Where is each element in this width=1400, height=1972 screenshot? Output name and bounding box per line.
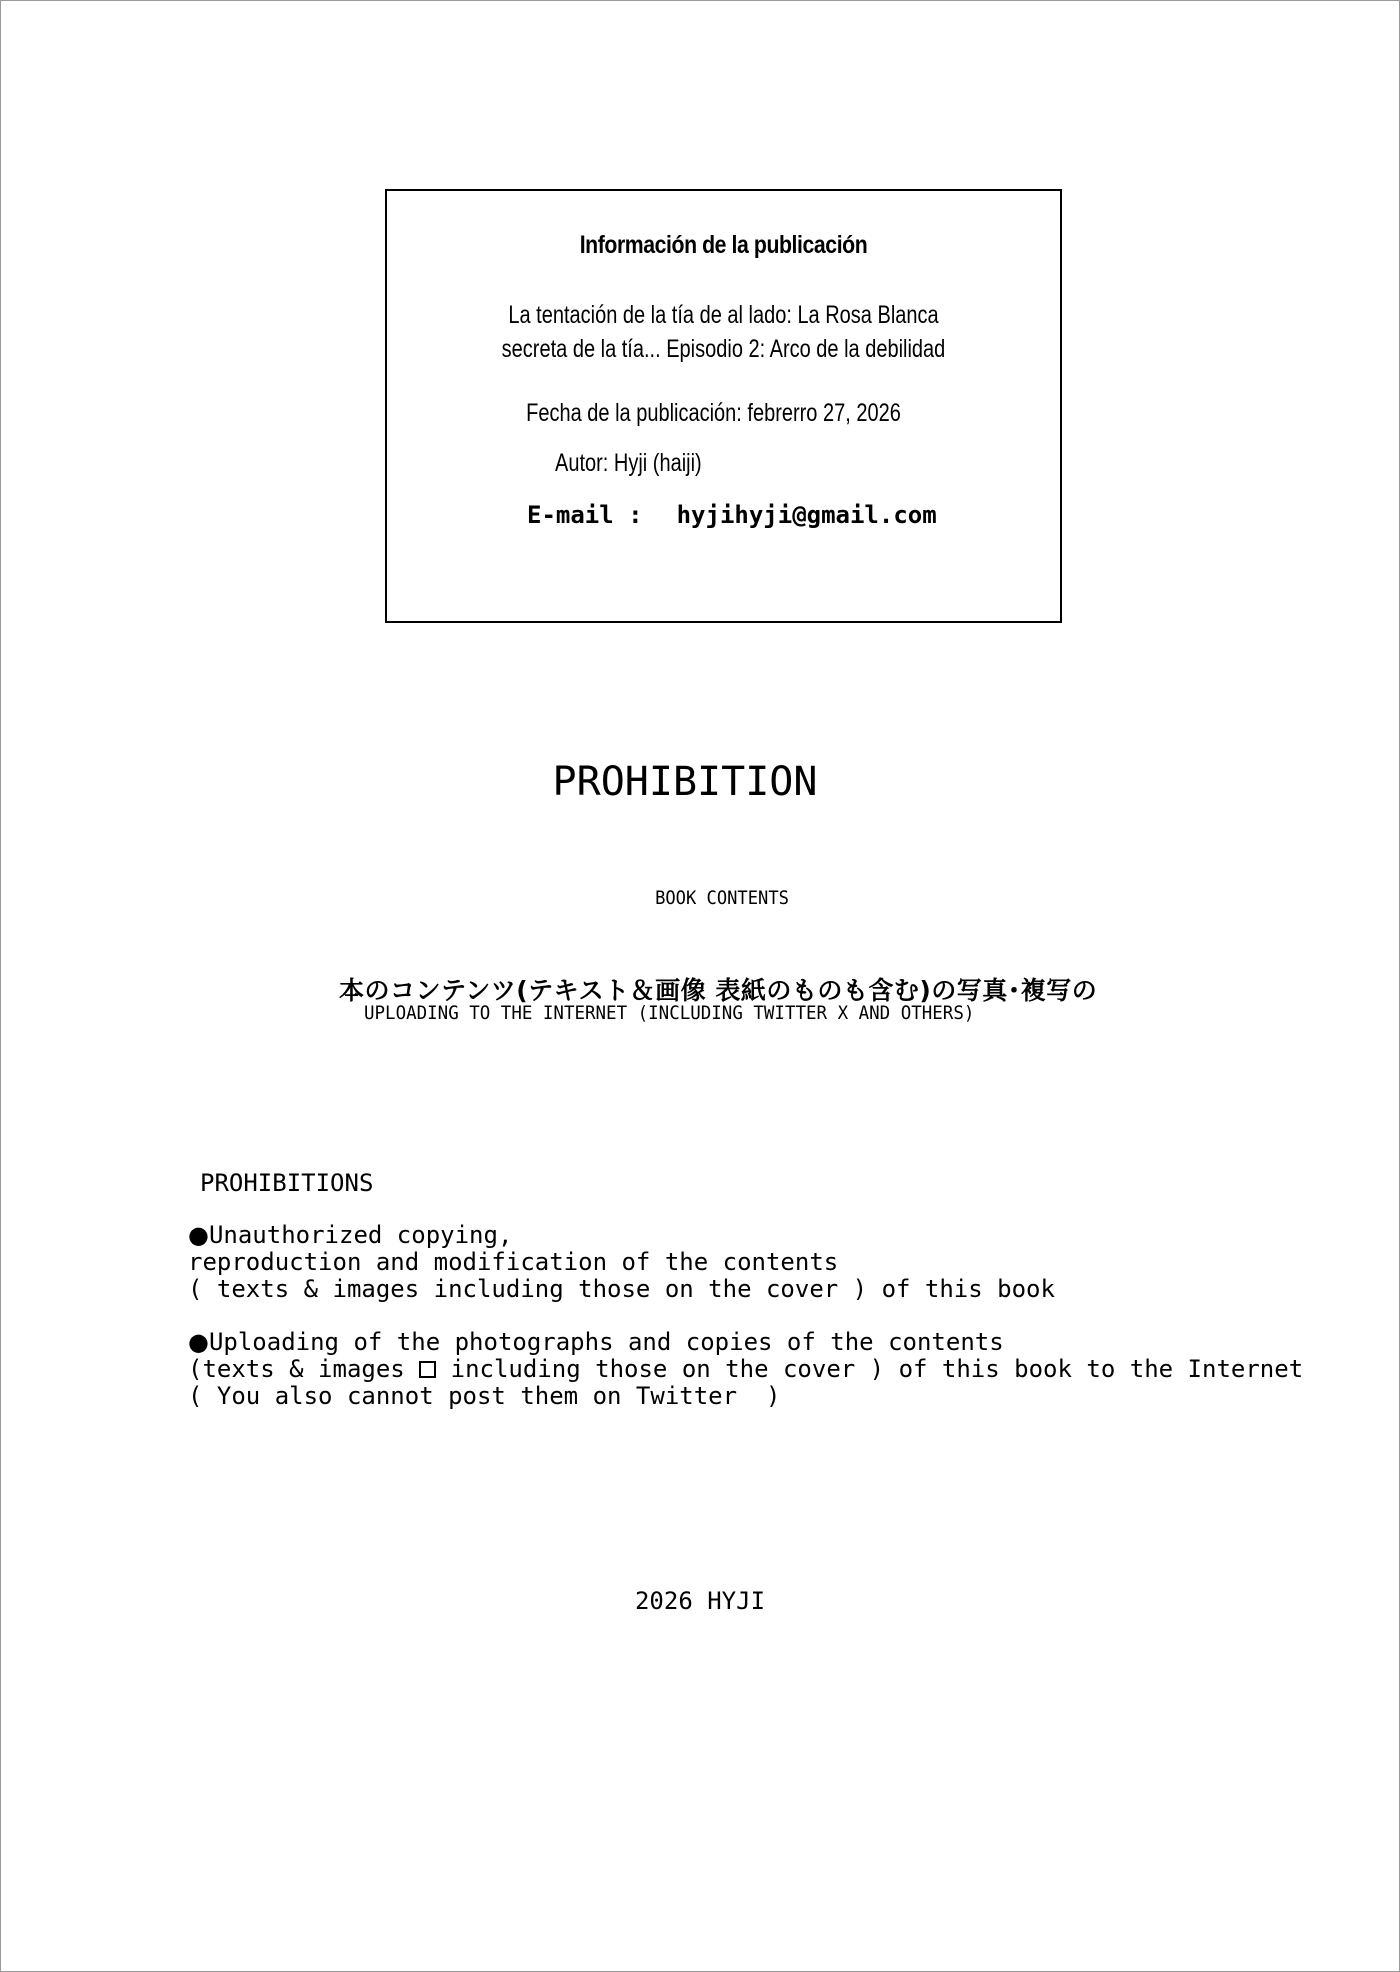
publication-info-box xyxy=(385,189,1062,623)
upload-prohibition-line: UPLOADING TO THE INTERNET (INCLUDING TWITTER X AND OTHERS) xyxy=(364,1002,975,1024)
copyright-footer: 2026 HYJI xyxy=(634,1587,766,1615)
publication-email xyxy=(527,501,937,529)
rule-1-line-1: Unauthorized copying, xyxy=(208,1221,513,1249)
prohibition-heading: PROHIBITION xyxy=(552,759,818,805)
publication-title-line-2: secreta de la tía... Episodio 2: Arco de la debilidad xyxy=(501,335,946,363)
publication-date: Fecha de la publicación: febrerro 27, 2026 xyxy=(526,399,901,427)
rule-2-line-2-end: including those on the cover ) of this book to the Internet xyxy=(436,1355,1304,1383)
bullet-icon: ● xyxy=(188,1328,209,1356)
prohibition-rule-2 xyxy=(188,1329,1303,1410)
email-value: hyjihyji@gmail.com xyxy=(676,501,937,529)
prohibition-rule-1 xyxy=(188,1222,1055,1303)
prohibitions-label: PROHIBITIONS xyxy=(200,1169,374,1197)
publication-info-heading: Información de la publicación xyxy=(579,231,868,259)
book-contents-label: BOOK CONTENTS xyxy=(655,887,789,909)
publication-author: Autor: Hyji (haiji) xyxy=(555,449,702,477)
rule-2-line-3: ( You also cannot post them on Twitter ) xyxy=(188,1382,781,1410)
japanese-prohibition-line: 本のコンテンツ(テキスト＆画像 表紙のものも含む)の写真･複写の xyxy=(339,976,1098,1005)
email-label: E-mail : xyxy=(527,501,643,529)
empty-box-icon xyxy=(419,1361,436,1378)
bullet-icon: ● xyxy=(188,1221,209,1249)
rule-2-line-1: Uploading of the photographs and copies of the contents xyxy=(208,1328,1004,1356)
publication-title-line-1: La tentación de la tía de al lado: La Rosa Blanca xyxy=(508,301,939,329)
rule-1-line-3: ( texts & images including those on the cover ) of this book xyxy=(188,1275,1055,1303)
rule-1-line-2: reproduction and modification of the contents xyxy=(188,1248,839,1276)
rule-2-line-2-start: (texts & images xyxy=(188,1355,420,1383)
